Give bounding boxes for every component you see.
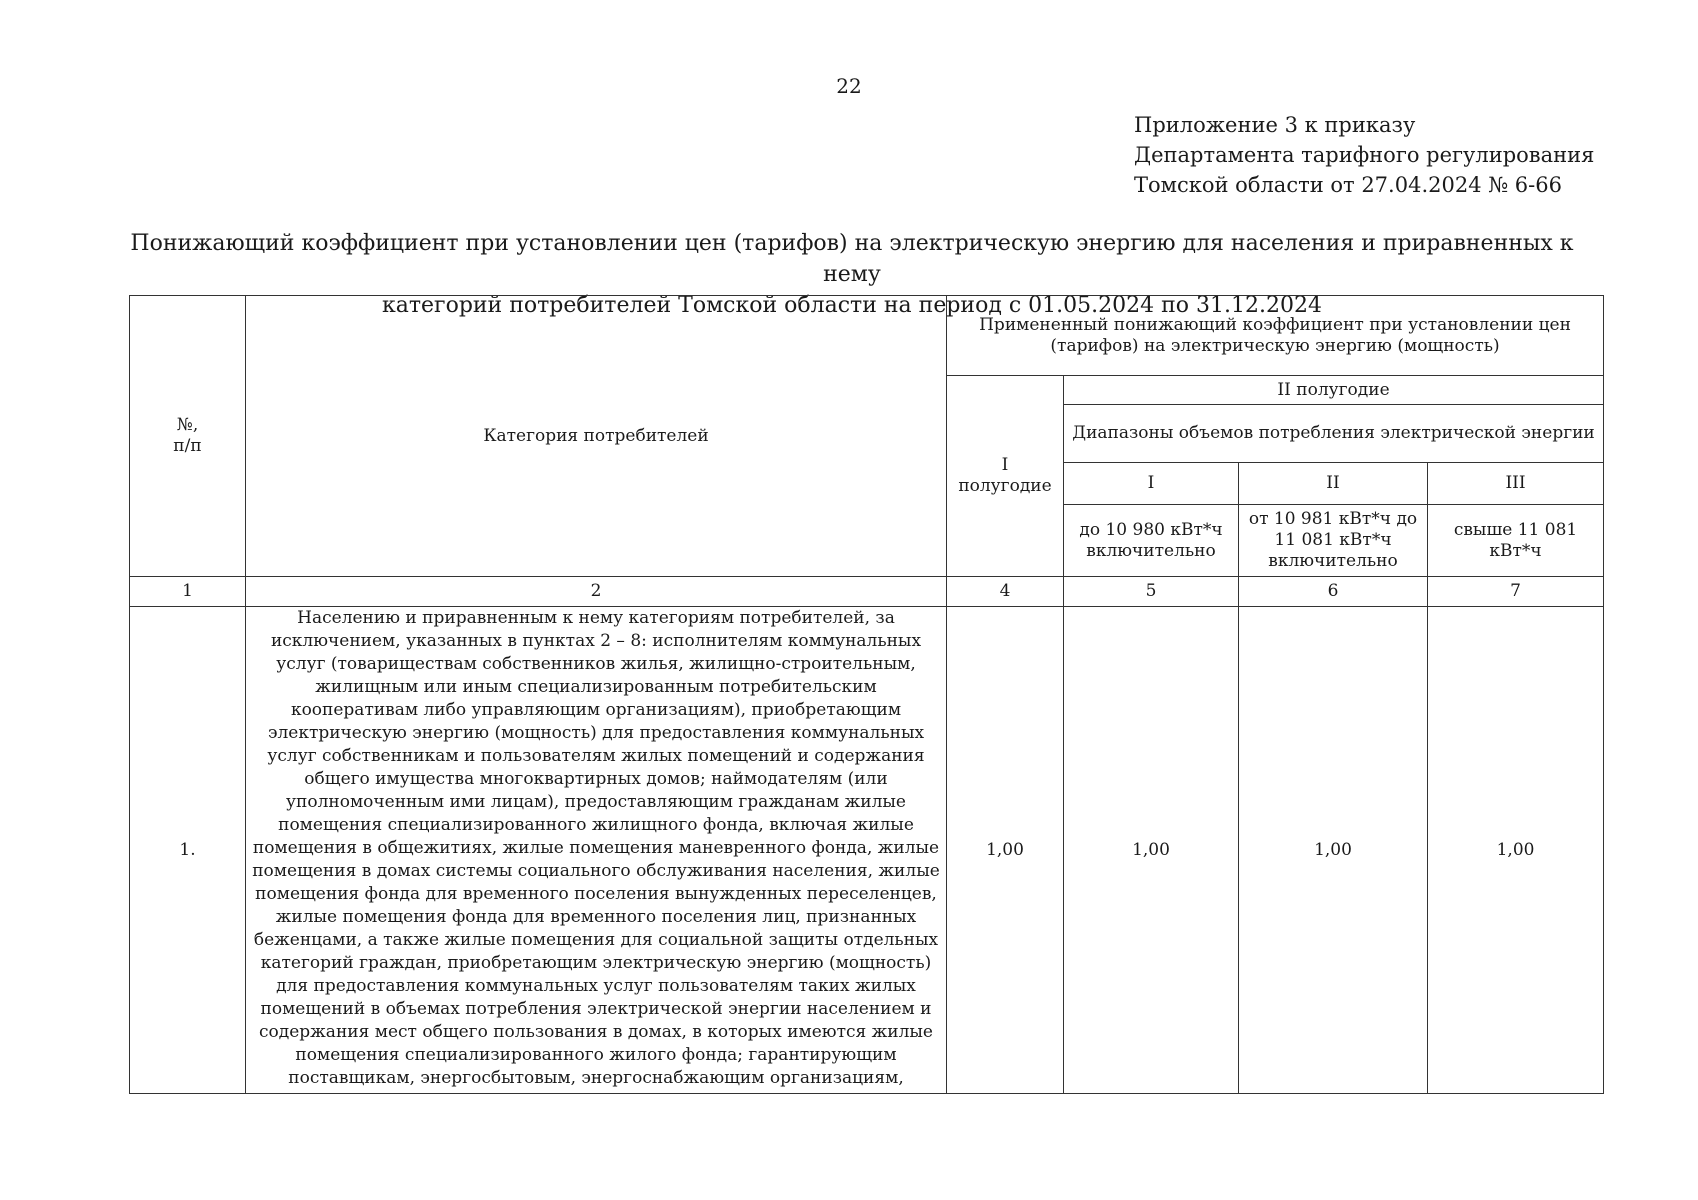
header-range-1-desc: до 10 980 кВт*ч включительно bbox=[1064, 505, 1239, 577]
header-range-3: III bbox=[1428, 463, 1604, 505]
row-range-2-value: 1,00 bbox=[1239, 607, 1428, 1094]
header-second-half: II полугодие bbox=[1064, 376, 1604, 405]
header-range-2: II bbox=[1239, 463, 1428, 505]
page-number: 22 bbox=[836, 74, 862, 98]
appendix-line-2: Департамента тарифного регулирования bbox=[1134, 143, 1595, 167]
title-line-1: Понижающий коэффициент при установлении цен (тарифов) на электрическую энергию для населения и приравненных к нему bbox=[130, 231, 1574, 287]
row-range-1-value: 1,00 bbox=[1064, 607, 1239, 1094]
column-number: 5 bbox=[1064, 577, 1239, 607]
column-number: 2 bbox=[246, 577, 947, 607]
row-first-half-value: 1,00 bbox=[947, 607, 1064, 1094]
column-number-row bbox=[130, 577, 1604, 607]
header-number: №, п/п bbox=[130, 296, 246, 577]
header-range-3-desc: свыше 11 081 кВт*ч bbox=[1428, 505, 1604, 577]
appendix-note bbox=[1134, 110, 1594, 200]
appendix-line-3: Томской области от 27.04.2024 № 6-66 bbox=[1134, 173, 1562, 197]
row-number: 1. bbox=[130, 607, 246, 1094]
header-range-2-desc: от 10 981 кВт*ч до 11 081 кВт*ч включительно bbox=[1239, 505, 1428, 577]
title-line-2: категорий потребителей Томской области на период с 01.05.2024 по 31.12.2024 bbox=[381, 293, 1323, 318]
row-category bbox=[246, 607, 947, 1094]
header-consumption-ranges: Диапазоны объемов потребления электрической энергии bbox=[1064, 405, 1604, 463]
coefficient-table bbox=[129, 295, 1604, 1094]
column-number: 7 bbox=[1428, 577, 1604, 607]
header-first-half: I полугодие bbox=[947, 376, 1064, 577]
header-range-1: I bbox=[1064, 463, 1239, 505]
header-applied-coefficient: Примененный понижающий коэффициент при установлении цен (тарифов) на электрическую энергию (мощность) bbox=[947, 296, 1604, 376]
header-category: Категория потребителей bbox=[246, 296, 947, 577]
row-range-3-value: 1,00 bbox=[1428, 607, 1604, 1094]
column-number: 6 bbox=[1239, 577, 1428, 607]
column-number: 1 bbox=[130, 577, 246, 607]
column-number: 4 bbox=[947, 577, 1064, 607]
row-category-text: Населению и приравненным к нему категориям потребителей, за исключением, указанных в пунктах 2 – 8: исполнителям коммунальных услуг (товариществам собственников жилья, жилищно-строительным, жилищным или иным специализированным потребительским кооперативам либо управляющим организациям), приобретающим электрическую энергию (мощность) для предоставления коммунальных услуг собственникам и пользователям жилых помещений и содержания общего имущества многоквартирных домов; наймодателям (или уполномоченным ими лицам), предоставляющим гражданам жилые помещения специализированного жилищного фонда, включая жилые помещения в общежитиях, жилые помещения маневренного фонда, жилые помещения в домах системы социального обслуживания населения, жилые помещения фонда для временного поселения вынужденных переселенцев, жилые помещения фонда для временного поселения лиц, признанных беженцами, а также жилые помещения для социальной защиты отдельных категорий граждан, приобретающим электрическую энергию (мощность) для предоставления коммунальных услуг пользователям таких жилых помещений в объемах потребления электрической энергии населением и содержания мест общего пользования в домах, в которых имеются жилые помещения специализированного жилого фонда; гарантирующим поставщикам, энергосбытовым, энергоснабжающим организациям, bbox=[252, 608, 940, 1088]
table-row bbox=[130, 607, 1604, 1094]
appendix-line-1: Приложение 3 к приказу bbox=[1134, 113, 1416, 137]
